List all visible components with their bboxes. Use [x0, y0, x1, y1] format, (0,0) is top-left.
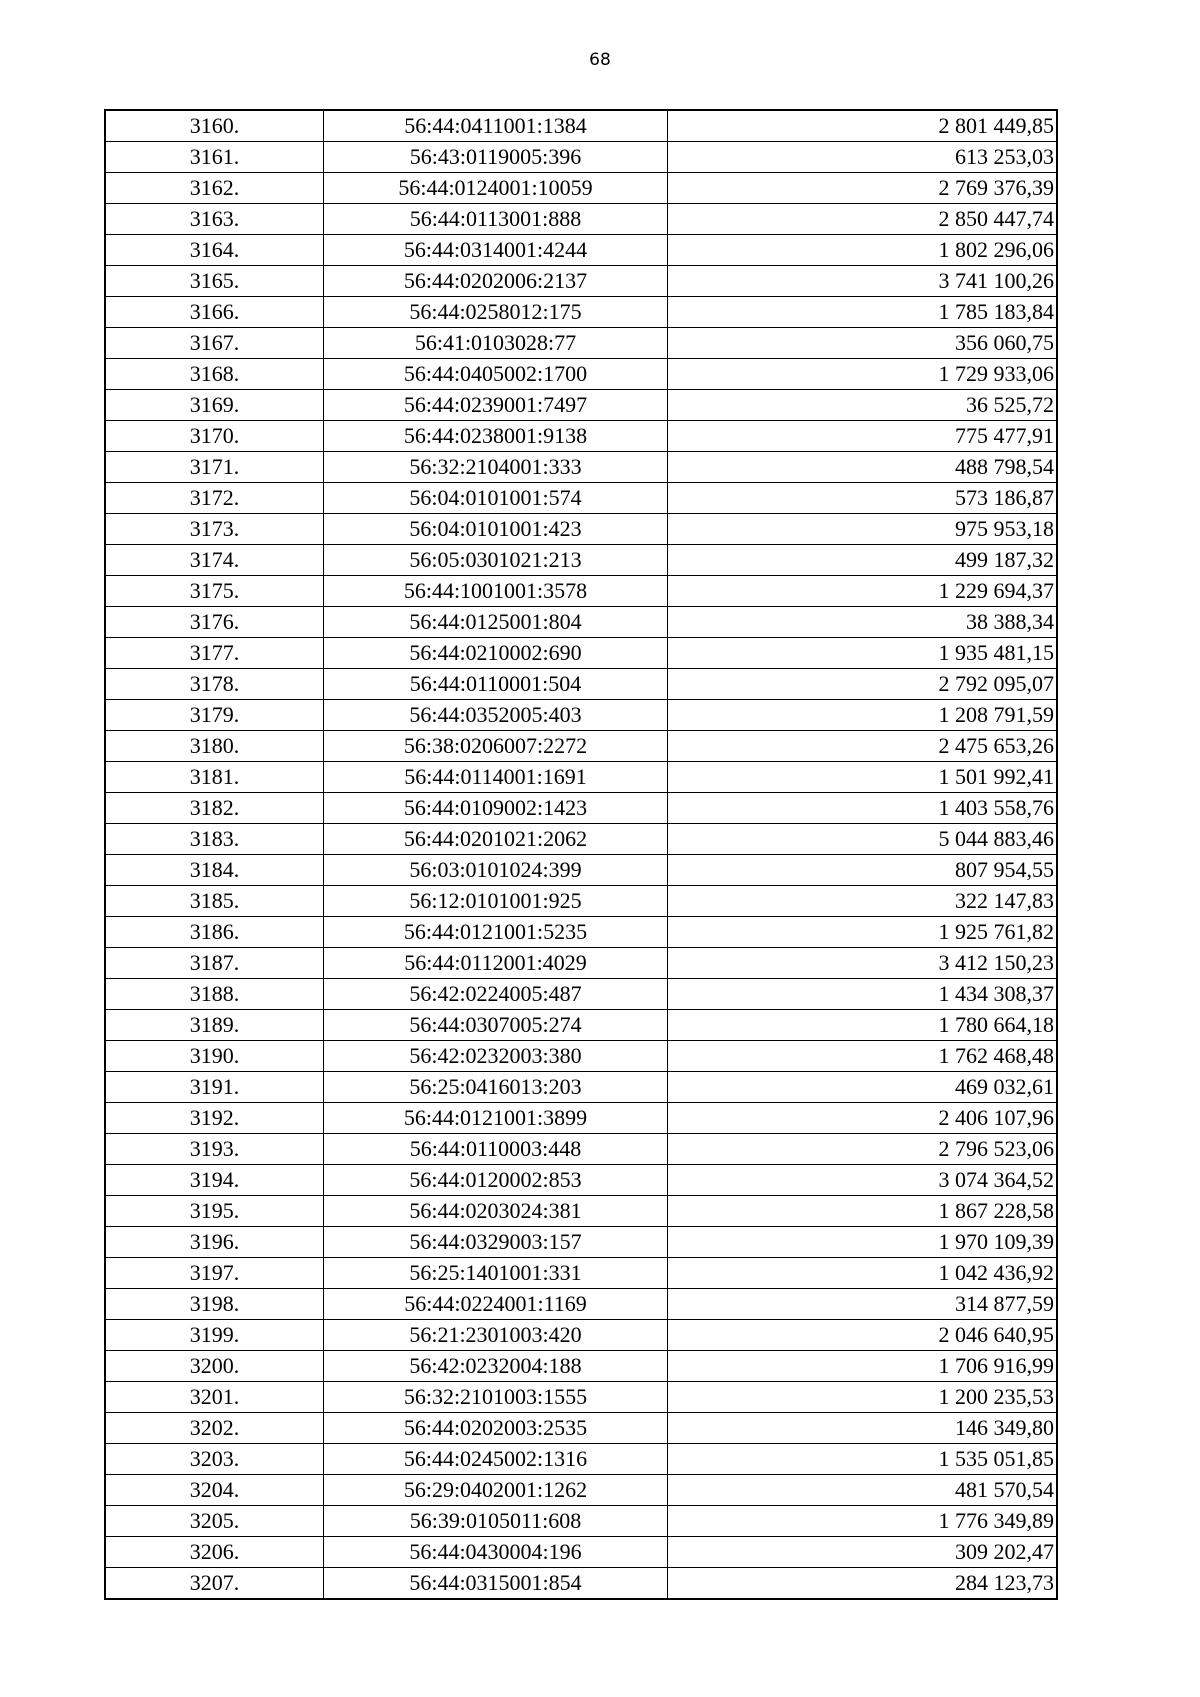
cadastral-value-cell: 1 785 183,84: [668, 297, 1058, 328]
cadastral-value-cell: 36 525,72: [668, 390, 1058, 421]
row-number-cell: 3190.: [105, 1041, 324, 1072]
row-number-cell: 3202.: [105, 1413, 324, 1444]
cadastral-number-cell: 56:39:0105011:608: [324, 1506, 668, 1537]
table-row: [105, 762, 1057, 793]
row-number-cell: 3179.: [105, 700, 324, 731]
cadastral-number-cell: 56:44:0405002:1700: [324, 359, 668, 390]
cadastral-number-cell: 56:44:0430004:196: [324, 1537, 668, 1568]
cadastral-value-cell: 499 187,32: [668, 545, 1058, 576]
cadastral-value-cell: 1 776 349,89: [668, 1506, 1058, 1537]
row-number-cell: 3180.: [105, 731, 324, 762]
cadastral-value-cell: 2 796 523,06: [668, 1134, 1058, 1165]
cadastral-number-cell: 56:44:0201021:2062: [324, 824, 668, 855]
table-row: [105, 731, 1057, 762]
table-body: [105, 110, 1057, 1599]
table-row: [105, 1537, 1057, 1568]
table-row: [105, 1227, 1057, 1258]
cadastral-value-cell: 146 349,80: [668, 1413, 1058, 1444]
cadastral-number-cell: 56:29:0402001:1262: [324, 1475, 668, 1506]
cadastral-number-cell: 56:38:0206007:2272: [324, 731, 668, 762]
row-number-cell: 3200.: [105, 1351, 324, 1382]
table-row: [105, 917, 1057, 948]
table-row: [105, 638, 1057, 669]
row-number-cell: 3167.: [105, 328, 324, 359]
row-number-cell: 3184.: [105, 855, 324, 886]
table-row: [105, 576, 1057, 607]
table-row: [105, 1568, 1057, 1600]
cadastral-number-cell: 56:04:0101001:574: [324, 483, 668, 514]
cadastral-number-cell: 56:42:0224005:487: [324, 979, 668, 1010]
cadastral-value-cell: 2 769 376,39: [668, 173, 1058, 204]
cadastral-value-cell: 3 074 364,52: [668, 1165, 1058, 1196]
cadastral-value-cell: 1 403 558,76: [668, 793, 1058, 824]
row-number-cell: 3203.: [105, 1444, 324, 1475]
table-row: [105, 1320, 1057, 1351]
cadastral-value-cell: 2 801 449,85: [668, 110, 1058, 142]
row-number-cell: 3160.: [105, 110, 324, 142]
cadastral-number-cell: 56:44:0315001:854: [324, 1568, 668, 1600]
table-row: [105, 483, 1057, 514]
table-row: [105, 1196, 1057, 1227]
cadastral-number-cell: 56:44:0109002:1423: [324, 793, 668, 824]
cadastral-value-cell: 469 032,61: [668, 1072, 1058, 1103]
cadastral-value-cell: 2 406 107,96: [668, 1103, 1058, 1134]
row-number-cell: 3196.: [105, 1227, 324, 1258]
cadastral-number-cell: 56:44:0202003:2535: [324, 1413, 668, 1444]
table-row: [105, 1103, 1057, 1134]
cadastral-number-cell: 56:44:0120002:853: [324, 1165, 668, 1196]
cadastral-value-cell: 314 877,59: [668, 1289, 1058, 1320]
cadastral-number-cell: 56:44:0202006:2137: [324, 266, 668, 297]
cadastral-value-cell: 613 253,03: [668, 142, 1058, 173]
row-number-cell: 3189.: [105, 1010, 324, 1041]
row-number-cell: 3188.: [105, 979, 324, 1010]
table-row: [105, 173, 1057, 204]
row-number-cell: 3183.: [105, 824, 324, 855]
table-row: [105, 328, 1057, 359]
cadastral-value-cell: 1 970 109,39: [668, 1227, 1058, 1258]
cadastral-value-cell: 1 935 481,15: [668, 638, 1058, 669]
cadastral-number-cell: 56:21:2301003:420: [324, 1320, 668, 1351]
table-row: [105, 1351, 1057, 1382]
cadastral-value-cell: 1 925 761,82: [668, 917, 1058, 948]
cadastral-number-cell: 56:05:0301021:213: [324, 545, 668, 576]
row-number-cell: 3173.: [105, 514, 324, 545]
cadastral-value-cell: 322 147,83: [668, 886, 1058, 917]
cadastral-number-cell: 56:44:0238001:9138: [324, 421, 668, 452]
row-number-cell: 3162.: [105, 173, 324, 204]
cadastral-value-cell: 481 570,54: [668, 1475, 1058, 1506]
cadastral-value-cell: 1 780 664,18: [668, 1010, 1058, 1041]
row-number-cell: 3172.: [105, 483, 324, 514]
row-number-cell: 3206.: [105, 1537, 324, 1568]
table-row: [105, 1258, 1057, 1289]
cadastral-value-table: [104, 109, 1058, 1600]
row-number-cell: 3198.: [105, 1289, 324, 1320]
cadastral-value-cell: 807 954,55: [668, 855, 1058, 886]
row-number-cell: 3186.: [105, 917, 324, 948]
cadastral-number-cell: 56:04:0101001:423: [324, 514, 668, 545]
cadastral-number-cell: 56:44:0113001:888: [324, 204, 668, 235]
cadastral-number-cell: 56:44:0114001:1691: [324, 762, 668, 793]
table-row: [105, 855, 1057, 886]
table-row: [105, 1289, 1057, 1320]
table-row: [105, 110, 1057, 142]
cadastral-value-cell: 1 501 992,41: [668, 762, 1058, 793]
cadastral-value-cell: 1 802 296,06: [668, 235, 1058, 266]
table-row: [105, 1413, 1057, 1444]
row-number-cell: 3169.: [105, 390, 324, 421]
page-number: 68: [589, 50, 611, 70]
row-number-cell: 3187.: [105, 948, 324, 979]
cadastral-value-cell: 3 741 100,26: [668, 266, 1058, 297]
row-number-cell: 3194.: [105, 1165, 324, 1196]
table-row: [105, 514, 1057, 545]
cadastral-value-cell: 1 867 228,58: [668, 1196, 1058, 1227]
row-number-cell: 3163.: [105, 204, 324, 235]
row-number-cell: 3207.: [105, 1568, 324, 1600]
table-row: [105, 297, 1057, 328]
cadastral-number-cell: 56:43:0119005:396: [324, 142, 668, 173]
table-row: [105, 390, 1057, 421]
cadastral-number-cell: 56:44:0352005:403: [324, 700, 668, 731]
cadastral-value-cell: 1 042 436,92: [668, 1258, 1058, 1289]
cadastral-number-cell: 56:44:0411001:1384: [324, 110, 668, 142]
table-row: [105, 545, 1057, 576]
cadastral-value-cell: 2 850 447,74: [668, 204, 1058, 235]
cadastral-value-cell: 356 060,75: [668, 328, 1058, 359]
cadastral-value-cell: 5 044 883,46: [668, 824, 1058, 855]
table-row: [105, 1165, 1057, 1196]
row-number-cell: 3199.: [105, 1320, 324, 1351]
row-number-cell: 3192.: [105, 1103, 324, 1134]
cadastral-number-cell: 56:44:0121001:5235: [324, 917, 668, 948]
cadastral-value-cell: 488 798,54: [668, 452, 1058, 483]
cadastral-number-cell: 56:42:0232004:188: [324, 1351, 668, 1382]
table-row: [105, 1444, 1057, 1475]
cadastral-value-cell: 1 200 235,53: [668, 1382, 1058, 1413]
row-number-cell: 3166.: [105, 297, 324, 328]
table-row: [105, 886, 1057, 917]
cadastral-value-cell: 2 475 653,26: [668, 731, 1058, 762]
row-number-cell: 3201.: [105, 1382, 324, 1413]
cadastral-number-cell: 56:44:0329003:157: [324, 1227, 668, 1258]
row-number-cell: 3161.: [105, 142, 324, 173]
table-row: [105, 142, 1057, 173]
cadastral-number-cell: 56:12:0101001:925: [324, 886, 668, 917]
table-row: [105, 1506, 1057, 1537]
row-number-cell: 3185.: [105, 886, 324, 917]
cadastral-number-cell: 56:44:0110003:448: [324, 1134, 668, 1165]
cadastral-value-cell: 284 123,73: [668, 1568, 1058, 1600]
row-number-cell: 3170.: [105, 421, 324, 452]
table-row: [105, 948, 1057, 979]
row-number-cell: 3164.: [105, 235, 324, 266]
row-number-cell: 3178.: [105, 669, 324, 700]
row-number-cell: 3171.: [105, 452, 324, 483]
cadastral-value-cell: 1 535 051,85: [668, 1444, 1058, 1475]
cadastral-number-cell: 56:44:0224001:1169: [324, 1289, 668, 1320]
row-number-cell: 3165.: [105, 266, 324, 297]
table-row: [105, 1134, 1057, 1165]
row-number-cell: 3195.: [105, 1196, 324, 1227]
cadastral-number-cell: 56:44:0112001:4029: [324, 948, 668, 979]
table-row: [105, 1382, 1057, 1413]
cadastral-number-cell: 56:03:0101024:399: [324, 855, 668, 886]
cadastral-number-cell: 56:44:0314001:4244: [324, 235, 668, 266]
table-row: [105, 824, 1057, 855]
cadastral-value-cell: 1 729 933,06: [668, 359, 1058, 390]
row-number-cell: 3176.: [105, 607, 324, 638]
table-row: [105, 452, 1057, 483]
row-number-cell: 3175.: [105, 576, 324, 607]
table-row: [105, 359, 1057, 390]
row-number-cell: 3205.: [105, 1506, 324, 1537]
cadastral-number-cell: 56:44:0110001:504: [324, 669, 668, 700]
cadastral-number-cell: 56:25:1401001:331: [324, 1258, 668, 1289]
cadastral-value-cell: 1 434 308,37: [668, 979, 1058, 1010]
cadastral-value-cell: 975 953,18: [668, 514, 1058, 545]
cadastral-number-cell: 56:44:0239001:7497: [324, 390, 668, 421]
cadastral-value-cell: 1 762 468,48: [668, 1041, 1058, 1072]
cadastral-number-cell: 56:44:0307005:274: [324, 1010, 668, 1041]
cadastral-number-cell: 56:44:0124001:10059: [324, 173, 668, 204]
cadastral-number-cell: 56:44:1001001:3578: [324, 576, 668, 607]
cadastral-value-cell: 1 229 694,37: [668, 576, 1058, 607]
table-row: [105, 204, 1057, 235]
cadastral-value-cell: 309 202,47: [668, 1537, 1058, 1568]
row-number-cell: 3204.: [105, 1475, 324, 1506]
row-number-cell: 3168.: [105, 359, 324, 390]
table-row: [105, 1475, 1057, 1506]
table-row: [105, 235, 1057, 266]
table-row: [105, 979, 1057, 1010]
table-row: [105, 607, 1057, 638]
table-row: [105, 1010, 1057, 1041]
table-row: [105, 700, 1057, 731]
cadastral-value-cell: 2 792 095,07: [668, 669, 1058, 700]
cadastral-value-cell: 1 706 916,99: [668, 1351, 1058, 1382]
row-number-cell: 3191.: [105, 1072, 324, 1103]
table-row: [105, 421, 1057, 452]
cadastral-value-cell: 573 186,87: [668, 483, 1058, 514]
cadastral-number-cell: 56:44:0258012:175: [324, 297, 668, 328]
row-number-cell: 3174.: [105, 545, 324, 576]
cadastral-number-cell: 56:44:0121001:3899: [324, 1103, 668, 1134]
cadastral-number-cell: 56:44:0203024:381: [324, 1196, 668, 1227]
cadastral-value-cell: 38 388,34: [668, 607, 1058, 638]
cadastral-number-cell: 56:44:0125001:804: [324, 607, 668, 638]
table-row: [105, 793, 1057, 824]
table-row: [105, 266, 1057, 297]
table-row: [105, 669, 1057, 700]
row-number-cell: 3177.: [105, 638, 324, 669]
table-row: [105, 1041, 1057, 1072]
row-number-cell: 3181.: [105, 762, 324, 793]
row-number-cell: 3197.: [105, 1258, 324, 1289]
cadastral-number-cell: 56:41:0103028:77: [324, 328, 668, 359]
row-number-cell: 3182.: [105, 793, 324, 824]
cadastral-value-cell: 775 477,91: [668, 421, 1058, 452]
row-number-cell: 3193.: [105, 1134, 324, 1165]
cadastral-number-cell: 56:32:2104001:333: [324, 452, 668, 483]
cadastral-number-cell: 56:32:2101003:1555: [324, 1382, 668, 1413]
cadastral-number-cell: 56:25:0416013:203: [324, 1072, 668, 1103]
cadastral-number-cell: 56:44:0245002:1316: [324, 1444, 668, 1475]
cadastral-number-cell: 56:42:0232003:380: [324, 1041, 668, 1072]
cadastral-value-cell: 3 412 150,23: [668, 948, 1058, 979]
cadastral-value-cell: 2 046 640,95: [668, 1320, 1058, 1351]
table-row: [105, 1072, 1057, 1103]
cadastral-value-cell: 1 208 791,59: [668, 700, 1058, 731]
cadastral-number-cell: 56:44:0210002:690: [324, 638, 668, 669]
